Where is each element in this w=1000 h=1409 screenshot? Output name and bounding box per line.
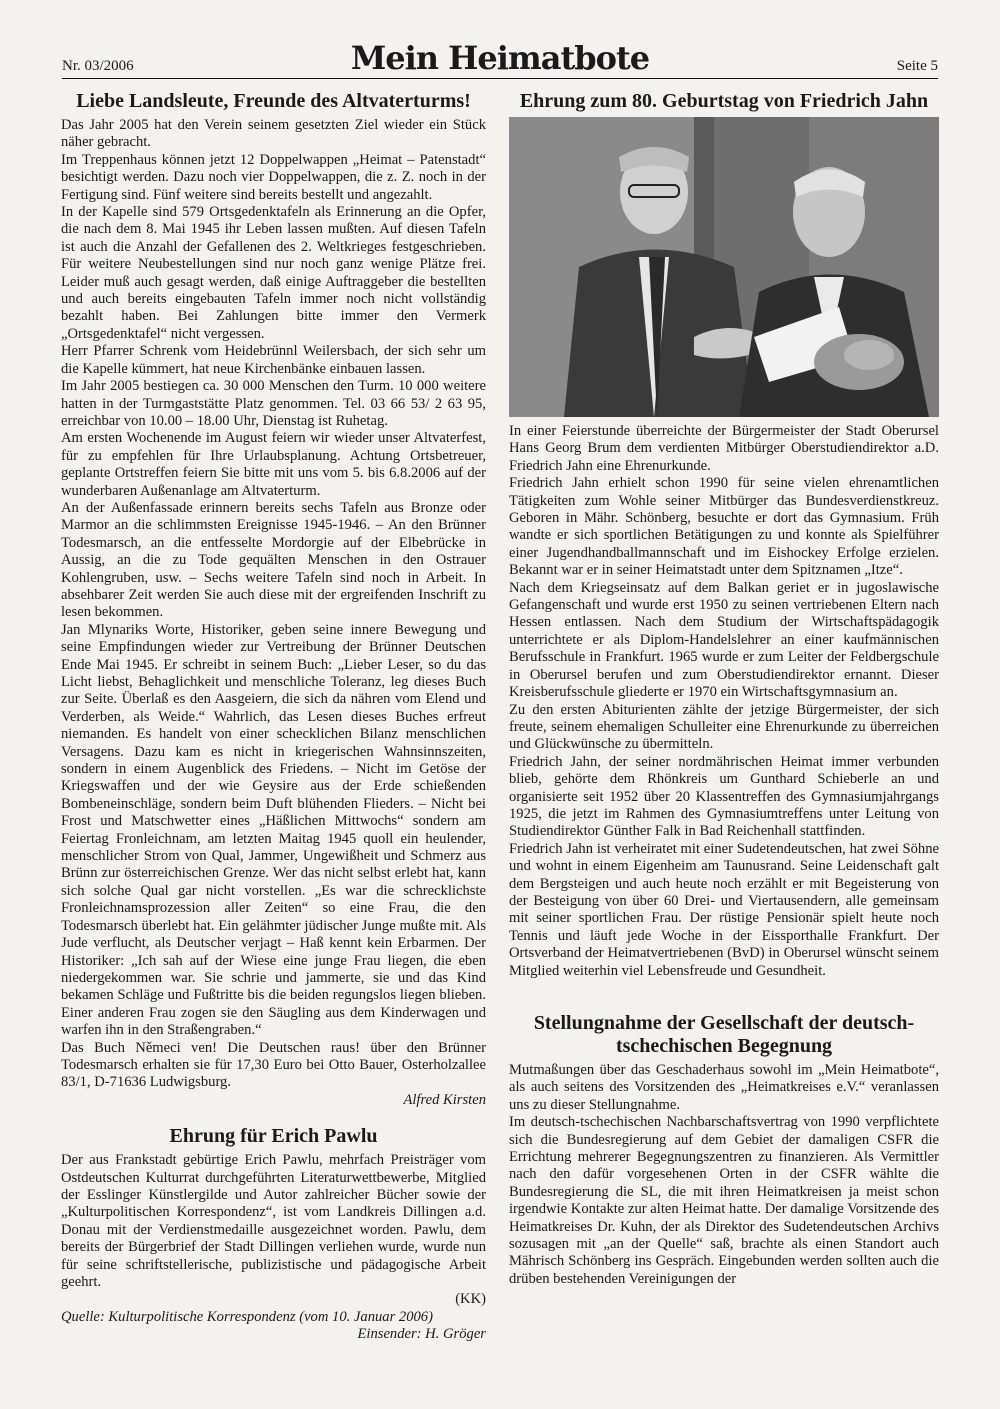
- article-title: Stellungnahme der Gesellschaft der deutsch-tschechischen Begegnung: [533, 1012, 915, 1057]
- source-line: Quelle: Kulturpolitische Korrespondenz (vom 10. Januar 2006): [61, 1308, 433, 1325]
- photo-caption: In einer Feierstunde überreichte der Bürgermeister der Stadt Oberursel Hans Georg Brum dem verdienten Mitbürger Oberstudiendirektor a.D. Friedrich Jahn eine Ehrenurkunde.: [509, 423, 939, 474]
- paragraph: Friedrich Jahn ist verheiratet mit einer Sudetendeutschen, hat zwei Söhne und wohnt in einem Eigenheim am Taunusrand. Seine Leidenschaft galt dem Bergsteigen und auch heute noch erzählt er mit Begeisterung von der Besteigung von über 60 Drei- und Viertausendern, alle gemeinsam mit seiner sportlichen Frau. Der rüstige Pensionär spielt heute noch Tennis und läuft jede Woche in der Eissporthalle Frankfurt. Der Ortsverband der Heimatvertriebenen (BvD) in Oberursel wünscht seinem Mitglied weiterhin viel Lebensfreude und Gesundheit.: [509, 840, 939, 979]
- paragraph: Im deutsch-tschechischen Nachbarschaftsvertrag von 1990 verpflichtete sich die Bundesregierung auf dem Gebiet der damaligen CSFR die Errichtung mehrerer Begegnungszentren zu finanzieren. Als Vermittler nach den dafür vorgesehenen Orten in der CSFR wählte die Bundesregierung die SL, die mit ihren Heimatkreisen ja meist schon irgendwie Kontakte zur alten Heimat hatte. Der damalige Vorsitzende des Heimatkreises Dr. Kuhn, der als Direktor des Sudetendeutschen Archivs sozusagen mit „an der Quelle“ saß, brachte als einen Standort auch Mährisch Schönberg ins Gespräch. Eingebunden werden sollten auch die drüben bestehenden Vereinigungen der: [509, 1114, 939, 1287]
- paragraph: Mutmaßungen über das Geschaderhaus sowohl im „Mein Heimatbote“, als auch seitens des Vorsitzenden des „Heimatkreises e.V.“ veranlassen uns zu dieser Stellungnahme.: [509, 1062, 939, 1113]
- paragraph: Nach dem Kriegseinsatz auf dem Balkan geriet er in jugoslawische Gefangenschaft und wurde erst 1950 zu seinen vertriebenen Eltern nach Hessen entlassen. Nach dem Studium der Wirtschaftspädagogik unterrichtete er als Diplom-Handelslehrer an einer kaufmännischen Berufsschule in Frankfurt. 1965 wurde er zum Leiter der Feldbergschule in Oberursel berufen und zum Oberstudiendirektor ernannt. Dieser Kreisberufsschule gliederte er 1970 ein Wirtschaftsgymnasium an.: [509, 579, 939, 701]
- article-friedrich-jahn: [509, 90, 939, 980]
- right-column: [509, 88, 939, 1288]
- agency-tag: (KK): [455, 1291, 486, 1308]
- left-column: [61, 88, 486, 1344]
- article-erich-pawlu: [61, 1125, 486, 1343]
- article-title: Ehrung zum 80. Geburtstag von Friedrich Jahn: [519, 90, 929, 112]
- photo-handshake: [509, 117, 939, 417]
- issue-number: Nr. 03/2006: [62, 58, 134, 74]
- sender-line: Einsender: H. Gröger: [357, 1326, 486, 1343]
- paragraph: Im Jahr 2005 bestiegen ca. 30 000 Menschen den Turm. 10 000 weitere hatten in der Turmgaststätte Platz genommen. Tel. 03 66 53/ 2 63 95, erreichbar von 10.00 – 18.00 Uhr, Dienstag ist Ruhetag.: [61, 378, 486, 429]
- paragraph: In der Kapelle sind 579 Ortsgedenktafeln als Erinnerung an die Opfer, die nach dem 8. Mai 1945 ihr Leben lassen mußten. Auf diesen Tafeln ist auch die Anzahl der Gefallenen des 2. Weltkrieges festgeschrieben. Für weitere Neubestellungen sind nur noch ganz wenige Plätze frei. Leider muß auch gesagt werden, daß einige Auftraggeber die bestellten und auch bereits eingebauten Tafeln immer noch nicht vollständig bezahlt haben. Bei Zahlungen bitte immer den Vermerk „Ortsgedenktafel“ nicht vergessen.: [61, 204, 486, 342]
- author-signature: Alfred Kirsten: [403, 1091, 486, 1108]
- article-stellungnahme: [509, 1012, 939, 1288]
- page-header: [62, 40, 938, 80]
- page-number: Seite 5: [896, 58, 938, 74]
- paragraph: Friedrich Jahn, der seiner nordmährischen Heimat immer verbunden blieb, gehörte dem Rhönkreis um Gunthard Schieberle an und organisierte seit 1952 über 20 Klassentreffen des Gymnasiumjahrgangs 1925, die jetzt im Rahmen des Gymnasiumtreffens unter Leitung von Studiendirektor Günther Falk in Bad Reichenhall stattfinden.: [509, 753, 939, 840]
- paragraph: Am ersten Wochenende im August feiern wir wieder unser Altvaterfest, für zu empfehlen für Ihre Urlaubsplanung. Achtung Ortsbetreuer, geplante Ortstreffen feiern Sie bitte mit uns vom 5. bis 6.8.2006 auf der wunderbaren Außenanlage am Altvaterturm.: [61, 430, 486, 499]
- paragraph: Das Buch Němeci ven! Die Deutschen raus! über den Brünner Todesmarsch erhalten sie für 17,30 Euro bei Otto Bauer, Osterholzallee 83/1, D-71636 Ludwigsburg.: [61, 1039, 486, 1091]
- article-altvaterturm: [61, 90, 486, 1109]
- paragraph: Im Treppenhaus können jetzt 12 Doppelwappen „Heimat – Patenstadt“ besichtigt werden. Dazu noch vier Doppelwappen, die z. Z. noch in der Fertigung sind. Fünf weitere sind bereits bestellt und angezahlt.: [61, 151, 486, 203]
- article-title: Ehrung für Erich Pawlu: [169, 1125, 378, 1148]
- masthead-logo: Mein Heimatbote: [350, 39, 650, 77]
- paragraph: Das Jahr 2005 hat den Verein seinem gesetzten Ziel wieder ein Stück näher gebracht.: [61, 117, 486, 151]
- header-rule: [62, 78, 938, 79]
- paragraph: Herr Pfarrer Schrenk vom Heidebrünnl Weilersbach, der sich sehr um die Kapelle kümmert, hat neue Kirchenbänke einbauen lassen.: [61, 343, 486, 377]
- paragraph: An der Außenfassade erinnern bereits sechs Tafeln aus Bronze oder Marmor an die schlimmsten Ereignisse 1945-1946. – An den Brünner Todesmarsch, an die entfesselte Mordorgie auf der Elbebrücke in Aussig, an die zu Tode gequälten Menschen in den Ostrauer Kohlengruben, usw. – Sechs weitere Tafeln sind noch in Arbeit. In absehbarer Zeit werden Sie auch diese mit der ergreifenden Inschrift zu lesen bekommen.: [61, 499, 486, 621]
- paragraph: Zu den ersten Abiturienten zählte der jetzige Bürgermeister, der sich freute, seinem ehemaligen Schulleiter eine Ehrenurkunde zu überreichen und Glückwünsche zu übermitteln.: [509, 701, 939, 753]
- paragraph: Jan Mlynariks Worte, Historiker, geben seine innere Bewegung und seine Empfindungen wieder zur Vertreibung der Brünner Deutschen Ende Mai 1945. Er schreibt in seinem Buch: „Lieber Leser, so du das Licht liebst, Behaglichkeit und menschliche Toleranz, leg dieses Buch zur Seite. Überlaß es den Aasgeiern, die sich da nähren vom Elend und Verderben, als Weide.“ Wahrlich, das Lesen dieses Buches erfreut niemanden. Es handelt von einer schecklichen Bilanz menschlichen Versagens. Dazu kam es nicht in kriegerischen Wahnsinnszeiten, sondern in einem Augenblick des Friedens. – Nicht im Getöse der Kriegswaffen und der wie Geysire aus der Erde schießenden Bombeneinschläge, sondern beim Duft blühenden Flieders. – Nicht bei Frost und Matschwetter eines „Häßlichen Mittwochs“ sondern am Feiertag Fronleichnam, am letzten Maitag 1945 quoll ein heulender, menschlicher Strom von Qual, Jammer, Ungewißheit und Schmerz aus Brünn zur österreichischen Grenze. Wer das nicht selbst erlebt hat, kann sich solche Qual gar nicht vorstellen. „Es war die schrecklichste Fronleichnamsprozession aller Zeiten“ so eine Frau, die den Todesmarsch überlebt hat. Ein gelähmter jüdischer Junge mußte mit. Als Jude verflucht, als Deutscher verjagt – Haß kennt kein Erbarmen. Der Historiker: „Ich sah auf der Wiese eine junge Frau liegen, die eben niedergekommen war. Sie schrie und jammerte, sie und das Kind bekamen Schläge und Fußtritte bis die beiden regungslos liegen blieben. Einer anderen Frau zogen sie den Säugling aus dem Kinderwagen und warfen ihn in den Straßengraben.“: [61, 621, 486, 1039]
- paragraph: Der aus Frankstadt gebürtige Erich Pawlu, mehrfach Preisträger vom Ostdeutschen Kulturrat durchgeführten Literaturwettbewerbe, Mitglied der Esslinger Künstlergilde und Autor zahlreicher Bücher sowie der „Kulturpolitischen Korrespondenz“, ist vom Landkreis Dillingen a.d. Donau mit der Verdienstmedaille ausgezeichnet worden. Pawlu, dem bereits der Bürgerbrief der Stadt Dillingen verliehen wurde, wurde nun für seine schriftstellerische, publizistische und pädagogische Arbeit geehrt.: [61, 1152, 486, 1290]
- paragraph: Friedrich Jahn erhielt schon 1990 für seine vielen ehrenamtlichen Tätigkeiten zum Wohle seiner Mitbürger das Bundesverdienstkreuz. Geboren in Mähr. Schönberg, besuchte er dort das Gymnasium. Früh wandte er sich sportlichen Betätigungen zu und konnte als Spielführer einer Jugendhandballmannschaft und im Eishockey Erfolge erzielen. Bekannt war er in seiner Heimatstadt unter dem Spitznamen „Itze“.: [509, 475, 939, 579]
- article-title: Liebe Landsleute, Freunde des Altvaterturms!: [76, 90, 471, 112]
- photo-illustration: [509, 117, 939, 417]
